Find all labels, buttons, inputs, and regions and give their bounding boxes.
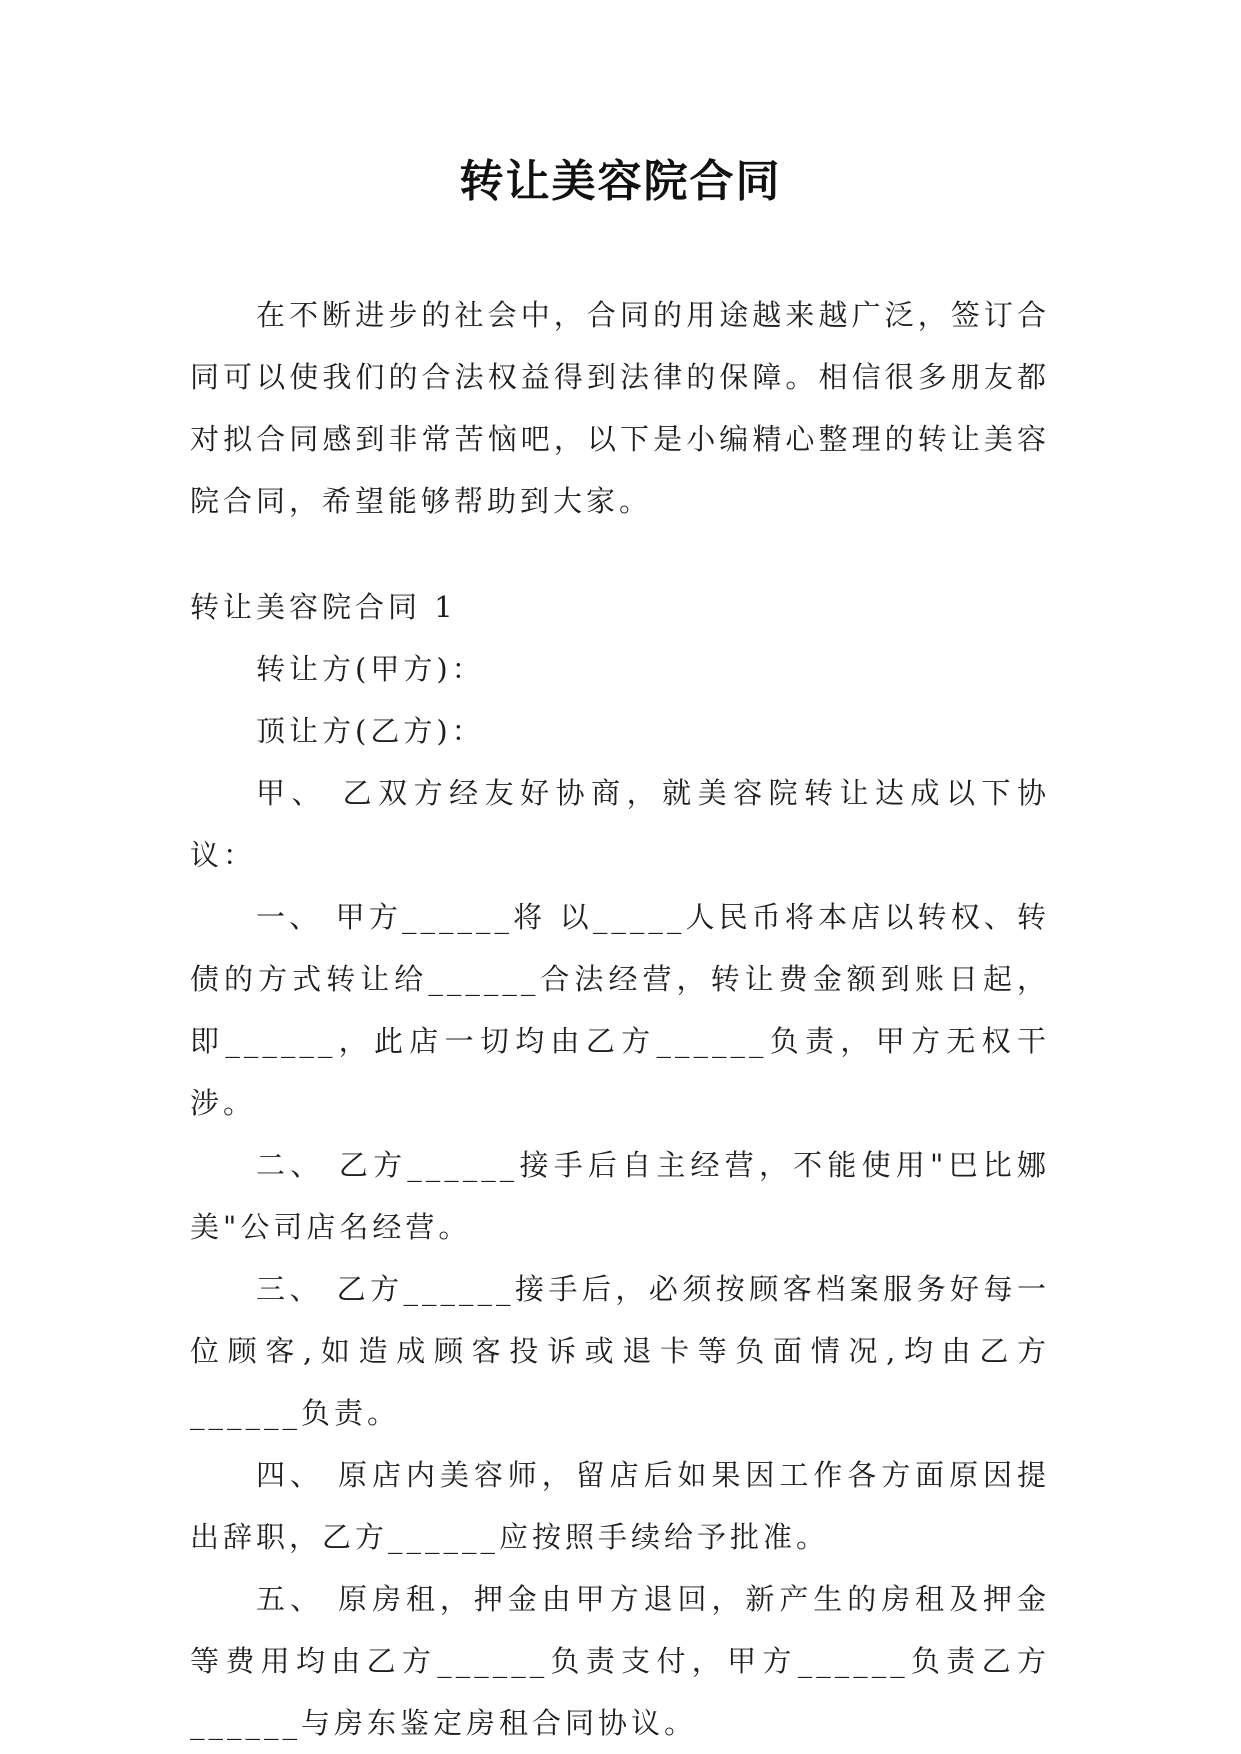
contract-block	[190, 576, 1050, 1754]
intro-block	[190, 284, 1050, 532]
clause-3: 三、 乙方______接手后，必须按顾客档案服务好每一位顾客,如造成顾客投诉或退卡等负面情况,均由乙方______负责。	[190, 1272, 1050, 1430]
clause-5: 五、 原房租，押金由甲方退回，新产生的房租及押金等费用均由乙方______负责支付，甲方______负责乙方______与房东鉴定房租合同协议。	[190, 1582, 1050, 1740]
document-title: 转让美容院合同	[459, 156, 782, 207]
party-b-line: 顶让方(乙方)：	[256, 714, 485, 748]
clause-4: 四、 原店内美容师，留店后如果因工作各方面原因提出辞职，乙方______应按照手续给予批准。	[190, 1458, 1050, 1554]
intro-paragraph: 在不断进步的社会中，合同的用途越来越广泛，签订合同可以使我们的合法权益得到法律的保障。相信很多朋友都对拟合同感到非常苦恼吧，以下是小编精心整理的转让美容院合同，希望能够帮助到大家。	[190, 298, 1050, 518]
party-a-line: 转让方(甲方)：	[256, 652, 485, 686]
agreement-intro: 甲、 乙双方经友好协商，就美容院转让达成以下协议：	[190, 776, 1050, 872]
section-heading: 转让美容院合同 1	[190, 590, 457, 624]
clause-1: 一、 甲方______将 以_____人民币将本店以转权、转债的方式转让给______合法经营，转让费金额到账日起，即______，此店一切均由乙方______负责，甲方无权干涉。	[190, 900, 1050, 1120]
clause-2: 二、 乙方______接手后自主经营，不能使用"巴比娜美"公司店名经营。	[190, 1148, 1050, 1244]
